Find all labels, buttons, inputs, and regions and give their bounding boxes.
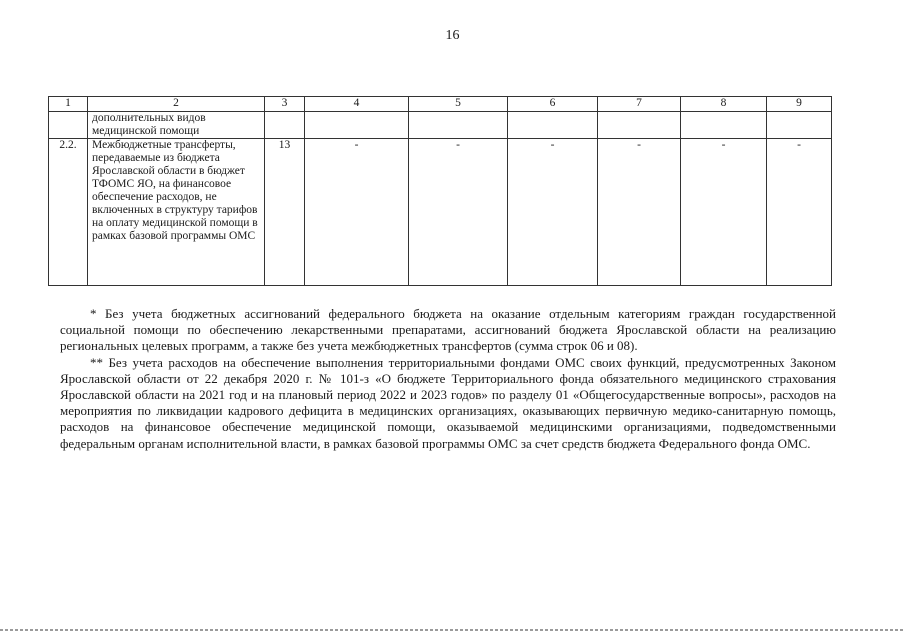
footnote-double-asterisk: ** Без учета расходов на обеспечение выполнения территориальными фондами ОМС своих функций, предусмотренных Законом Ярославской области от 22 декабря 2020 г. № 101-з «О бюджете Территориального фонда обязательного медицинского страхования Ярославской области на 2021 год и на плановый период 2022 и 2023 годов» по разделу 01 «Общегосударственные вопросы», расходов на мероприятия по ликвидации кадрового дефицита в медицинских организациях, оказывающих первичную медико-санитарную помощь, расходов на финансовое обеспечение медицинской помощи, оказываемой медицинскими организациями, подведомственными федеральным органам исполнительной власти, в рамках базовой программы ОМС за счет средств бюджета Федерального фонда ОМС. — [60, 354, 836, 451]
value-cell: - — [767, 139, 832, 286]
value-cell: - — [508, 139, 598, 286]
value-cell: - — [409, 139, 508, 286]
column-header: 1 — [49, 97, 88, 112]
value-cell — [767, 112, 832, 139]
column-header: 8 — [681, 97, 767, 112]
value-cell — [409, 112, 508, 139]
value-cell: - — [305, 139, 409, 286]
table-row — [49, 139, 832, 286]
table-row — [49, 112, 832, 139]
value-cell — [681, 112, 767, 139]
column-header: 7 — [598, 97, 681, 112]
footnotes — [60, 306, 836, 452]
row-number-cell: 2.2. — [49, 139, 88, 286]
row-description-cell: Межбюджетные трансферты, передаваемые из бюджета Ярославской области в бюджет ТФОМС ЯО, на финансовое обеспечение расходов, не включенных в структуру тарифов на оплату медицинской помощи в рамках базовой программы ОМС — [88, 139, 265, 286]
row-code-cell — [265, 112, 305, 139]
value-cell — [305, 112, 409, 139]
footnote-single-asterisk: * Без учета бюджетных ассигнований федерального бюджета на оказание отдельным категориям граждан государственной социальной помощи по обеспечению лекарственными препаратами, ассигнований бюджета Ярославской области на реализацию региональных целевых программ, а также без учета межбюджетных трансфертов (сумма строк 06 и 08). — [60, 306, 836, 354]
column-header: 9 — [767, 97, 832, 112]
column-header: 4 — [305, 97, 409, 112]
scan-edge-artifact — [0, 629, 905, 631]
column-header: 2 — [88, 97, 265, 112]
column-header: 5 — [409, 97, 508, 112]
row-description-cell: дополнительных видов медицинской помощи — [88, 112, 265, 139]
row-number-cell — [49, 112, 88, 139]
row-code-cell: 13 — [265, 139, 305, 286]
column-header: 6 — [508, 97, 598, 112]
value-cell: - — [598, 139, 681, 286]
value-cell: - — [681, 139, 767, 286]
value-cell — [598, 112, 681, 139]
value-cell — [508, 112, 598, 139]
budget-table — [48, 96, 832, 286]
column-header: 3 — [265, 97, 305, 112]
table-header-row — [49, 97, 832, 112]
page-number: 16 — [445, 28, 460, 43]
